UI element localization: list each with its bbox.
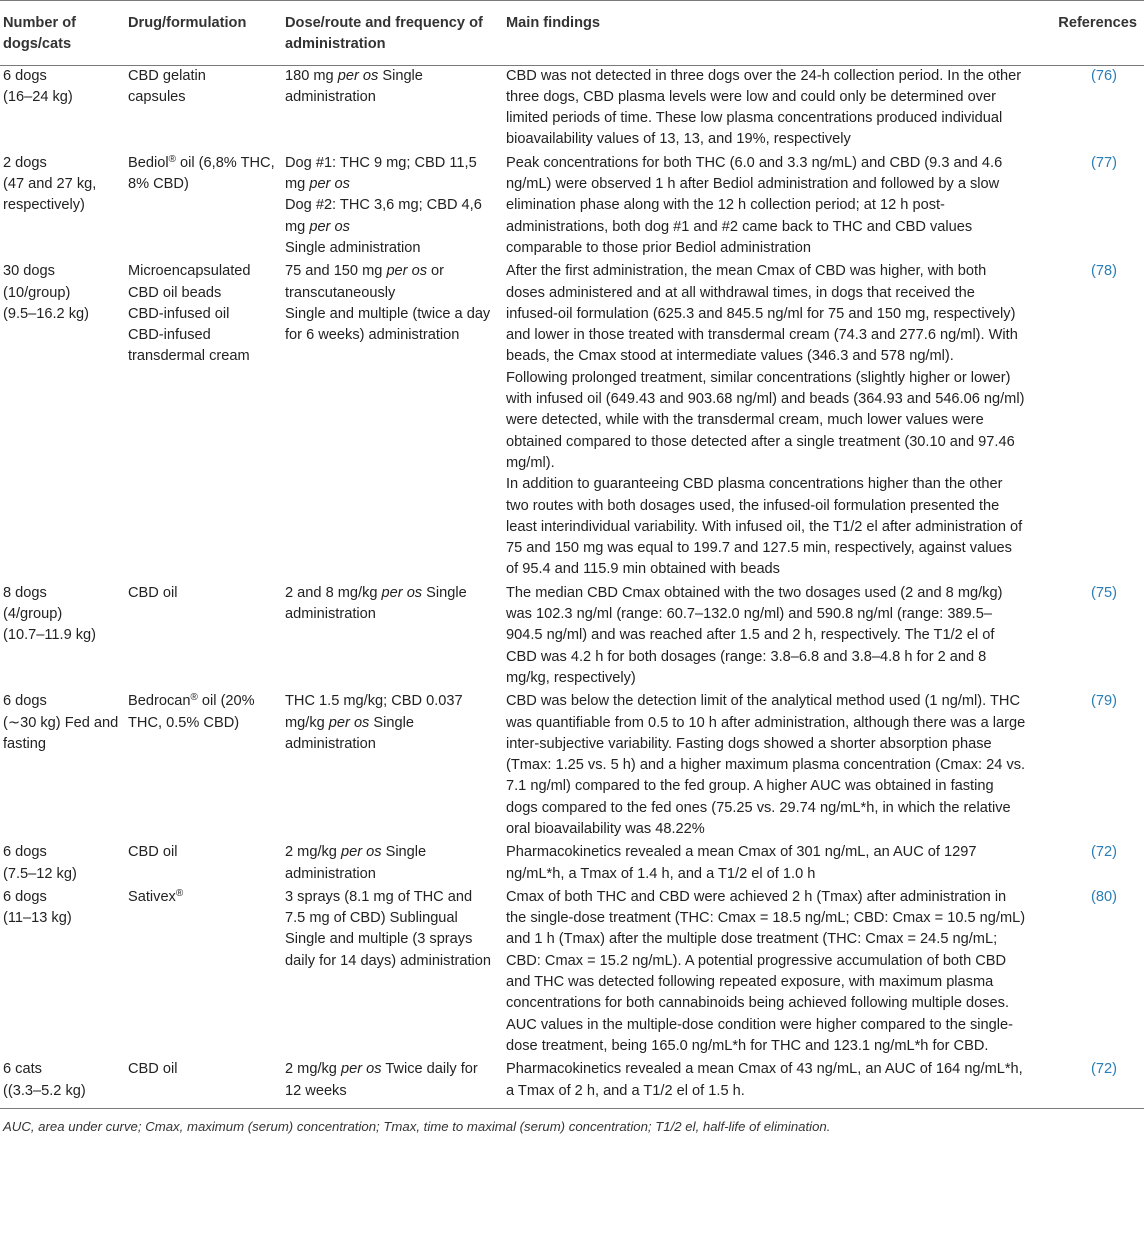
drug-line: CBD oil: [128, 844, 178, 861]
dose-text: Twice daily for 12 weeks: [285, 1061, 478, 1099]
findings-text: CBD was not detected in three dogs over the 24-h collection period. In the other three dogs, CBD plasma levels were low and could only be determined over limited periods of time. These low plasma concentrations produced individual bioavailability values of 13, 13, and 19%, respectively: [506, 67, 1022, 148]
header-main-findings: Main findings: [503, 1, 1033, 66]
dose-text: 3 sprays (8.1 mg of THC and 7.5 mg of CBD) Sublingual: [285, 888, 473, 927]
findings-text: Pharmacokinetics revealed a mean Cmax of 301 ng/mL, an AUC of 1297 ng/mL*h, a Tmax of 1.4 h, and a T1/2 el of 1.0 h: [506, 844, 977, 882]
dose-text: Single administration: [285, 844, 427, 882]
reference-link[interactable]: (72): [1091, 844, 1117, 861]
subjects-line: (10.7–11.9 kg): [3, 627, 97, 644]
findings-paragraph: In addition to guaranteeing CBD plasma concentrations higher than the other two routes with both dosages used, the infused-oil formulation presented the least interindividual variability. With infused oil, the T1/2 el after administration of 75 and 150 mg was equal to 199.7 and 127.5 min, respectively, against values of 95.4 and 115.9 min obtained with beads: [506, 476, 1023, 578]
drug-line: CBD-infused transdermal cream: [128, 327, 250, 365]
registered-mark: ®: [190, 692, 198, 704]
reference-link[interactable]: (72): [1091, 1061, 1117, 1078]
dose-text: 2 mg/kg: [285, 1061, 341, 1078]
drug-details: oil (20% THC, 0.5% CBD): [128, 693, 255, 731]
subjects-line: ((3.3–5.2 kg): [3, 1082, 86, 1099]
table-row: [0, 153, 1144, 261]
header-references: References: [1033, 1, 1144, 66]
subjects-line: (9.5–16.2 kg): [3, 305, 89, 322]
findings-cell: [503, 691, 1033, 842]
dose-text: Single and multiple (twice a day for 6 weeks) administration: [285, 305, 491, 344]
findings-text: Peak concentrations for both THC (6.0 and 3.3 ng/mL) and CBD (9.3 and 4.6 ng/mL) were observed 1 h after Bediol administration and followed by a slow elimination phase along with the 12 h collection period; at 12 h post-administrations, both dog #1 and #2 came back to THC and CBD values comparable to those prior Bediol administration: [506, 154, 1003, 256]
reference-cell: [1033, 261, 1144, 582]
reference-link[interactable]: (79): [1091, 693, 1117, 710]
dose-text: Single administration: [285, 714, 414, 752]
route-per-os: per os: [381, 584, 423, 601]
registered-mark: ®: [168, 153, 176, 165]
reference-link[interactable]: (78): [1091, 263, 1117, 280]
reference-link[interactable]: (77): [1091, 154, 1117, 171]
subjects-line: (7.5–12 kg): [3, 865, 77, 882]
route-per-os: per os: [337, 67, 379, 84]
drug-name: Bedrocan: [128, 693, 191, 710]
findings-cell: [503, 65, 1033, 153]
findings-text: The median CBD Cmax obtained with the two dosages used (2 and 8 mg/kg) was 102.3 ng/ml (range: 60.7–132.0 ng/ml) and 590.8 ng/ml (range: 389.5–904.5 ng/ml) and was reached after 1.5 and 2 h, respectively. The T1/2 el of CBD was 4.2 h for both dosages (range: 3.8–6.8 and 3.8–4.8 h for 2 and 8 mg/kg, respectively): [506, 584, 1003, 686]
dose-text: Dog #1: THC 9 mg; CBD 11,5 mg: [285, 154, 477, 193]
findings-cell: [503, 261, 1033, 582]
dose-text: THC 1.5 mg/kg; CBD 0.037 mg/kg: [285, 693, 463, 731]
table-row: [0, 887, 1144, 1059]
drug-cell: [125, 887, 282, 1059]
drug-line: CBD oil: [128, 1061, 178, 1078]
subjects-line: 2 dogs: [3, 154, 47, 171]
dose-cell: [282, 1059, 503, 1108]
drug-line: capsules: [128, 88, 186, 105]
subjects-line: (16–24 kg): [3, 88, 73, 105]
subjects-line: 6 dogs: [3, 888, 47, 905]
drug-line: CBD gelatin: [128, 67, 206, 84]
drug-line: CBD-infused oil: [128, 305, 230, 322]
subjects-line: 6 cats: [3, 1061, 42, 1078]
findings-cell: [503, 153, 1033, 261]
route-per-os: per os: [340, 844, 382, 861]
dose-text: 180 mg: [285, 67, 338, 84]
route-per-os: per os: [309, 218, 350, 235]
drug-cell: [125, 65, 282, 153]
header-drug-formulation: Drug/formulation: [125, 1, 282, 66]
reference-cell: [1033, 691, 1144, 842]
table-row: [0, 583, 1144, 691]
route-per-os: per os: [386, 263, 427, 280]
reference-cell: [1033, 887, 1144, 1059]
findings-cell: [503, 887, 1033, 1059]
drug-details: oil (6,8% THC, 8% CBD): [128, 154, 275, 193]
subjects-line: (10/group): [3, 284, 71, 301]
subjects-cell: [0, 842, 125, 887]
dose-cell: [282, 261, 503, 582]
drug-cell: [125, 583, 282, 691]
reference-link[interactable]: (80): [1091, 888, 1117, 905]
reference-cell: [1033, 583, 1144, 691]
findings-cell: [503, 842, 1033, 887]
subjects-line: (4/group): [3, 606, 63, 623]
drug-cell: [125, 842, 282, 887]
subjects-line: (∼30 kg) Fed and fasting: [3, 714, 119, 752]
subjects-line: 30 dogs: [3, 263, 55, 280]
subjects-cell: [0, 583, 125, 691]
subjects-line: (47 and 27 kg, respectively): [3, 176, 97, 214]
dose-cell: [282, 691, 503, 842]
dose-cell: [282, 887, 503, 1059]
drug-line: CBD oil: [128, 584, 178, 601]
subjects-cell: [0, 153, 125, 261]
dose-text: Single and multiple (3 sprays daily for 14 days) administration: [285, 931, 492, 969]
reference-link[interactable]: (76): [1091, 67, 1117, 84]
route-per-os: per os: [328, 714, 370, 731]
table-row: [0, 1059, 1144, 1108]
reference-cell: [1033, 65, 1144, 153]
reference-cell: [1033, 1059, 1144, 1108]
route-per-os: per os: [340, 1061, 382, 1078]
dose-cell: [282, 153, 503, 261]
drug-cell: [125, 153, 282, 261]
findings-paragraph: Following prolonged treatment, similar concentrations (slightly higher or lower) with infused oil (649.43 and 903.68 ng/ml) and beads (364.93 and 546.06 ng/ml) were detected, while with the transdermal cream, much lower values were obtained compared to those detected after a single treatment (30.10 and 97.46 mg/ml).: [506, 369, 1025, 471]
subjects-line: 6 dogs: [3, 693, 47, 710]
findings-text: Cmax of both THC and CBD were achieved 2 h (Tmax) after administration in the single-dose treatment (THC: Cmax = 18.5 ng/mL; CBD: Cmax = 10.5 ng/mL) and 1 h (Tmax) after the multiple dose treatment (THC: Cmax = 24.5 ng/mL; CBD: Cmax = 15.2 ng/mL). A potential progressive accumulation of both CBD and THC was detected following repeated exposure, with maximum plasma concentrations for both cannabinoids being achieved following multiple doses. AUC values in the multiple-dose condition were higher compared to the single-dose treatment, being 165.0 ng/mL*h for THC and 123.1 ng/mL*h for CBD.: [506, 888, 1026, 1054]
dose-text: Single administration: [285, 239, 421, 256]
subjects-line: 8 dogs: [3, 584, 47, 601]
dose-text: Single administration: [285, 67, 423, 105]
subjects-line: (11–13 kg): [3, 910, 72, 927]
dose-text: Dog #2: THC 3,6 mg; CBD 4,6 mg: [285, 197, 482, 235]
table-row: [0, 842, 1144, 887]
dose-cell: [282, 583, 503, 691]
subjects-cell: [0, 691, 125, 842]
drug-name: Bediol: [128, 154, 169, 171]
reference-cell: [1033, 842, 1144, 887]
subjects-line: 6 dogs: [3, 844, 47, 861]
drug-cell: [125, 1059, 282, 1108]
findings-text: CBD was below the detection limit of the analytical method used (1 ng/ml). THC was quantifiable from 0.5 to 10 h after administration, although there was a large inter-subjective variability. Fasting dogs showed a shorter absorption phase (Tmax: 1.25 vs. 5 h) and a higher maximum plasma concentration (Cmax: 24 vs. 7.1 ng/ml) compared to the fed group. A higher AUC was obtained in fasting dogs compared to the fed ones (75.25 vs. 29.74 ng/mL*h, in which the relative oral bioavailability was 48.22%: [506, 693, 1026, 837]
route-per-os: per os: [309, 176, 350, 193]
table-header-row: [0, 1, 1144, 66]
drug-name: Sativex: [128, 888, 176, 905]
registered-mark: ®: [175, 887, 184, 899]
drug-cell: [125, 691, 282, 842]
dose-text: 2 mg/kg: [285, 844, 341, 861]
findings-cell: [503, 583, 1033, 691]
dose-text: 2 and 8 mg/kg: [285, 584, 382, 601]
dose-text: 75 and 150 mg: [285, 263, 387, 280]
findings-paragraph: After the first administration, the mean Cmax of CBD was higher, with both doses administered and at all withdrawal times, in dogs that received the infused-oil formulation (625.3 and 845.5 ng/ml for 75 and 150 mg, respectively) and lower in those treated with transdermal cream (74.3 and 277.6 ng/ml). With beads, the Cmax stood at intermediate values (346.3 and 578 ng/ml).: [506, 263, 1018, 365]
findings-cell: [503, 1059, 1033, 1108]
table-footnote: AUC, area under curve; Cmax, maximum (serum) concentration; Tmax, time to maximal (serum) concentration; T1/2 el, half-life of elimination.: [3, 1118, 831, 1134]
table-row: [0, 691, 1144, 842]
subjects-line: 6 dogs: [3, 67, 47, 84]
reference-cell: [1033, 153, 1144, 261]
header-dose-route: Dose/route and frequency of administration: [282, 1, 503, 66]
dose-text: or transcutaneously: [285, 263, 445, 301]
subjects-cell: [0, 887, 125, 1059]
table-body: [0, 65, 1144, 1108]
subjects-cell: [0, 261, 125, 582]
subjects-cell: [0, 65, 125, 153]
dose-cell: [282, 842, 503, 887]
dose-text: Single administration: [285, 584, 467, 623]
table-row: [0, 261, 1144, 582]
findings-text: Pharmacokinetics revealed a mean Cmax of 43 ng/mL, an AUC of 164 ng/mL*h, a Tmax of 2 h, and a T1/2 el of 1.5 h.: [506, 1061, 1023, 1099]
drug-line: Microencapsulated CBD oil beads: [128, 263, 251, 301]
reference-link[interactable]: (75): [1091, 584, 1117, 601]
drug-cell: [125, 261, 282, 582]
header-number-of-animals: Number of dogs/cats: [0, 1, 125, 66]
subjects-cell: [0, 1059, 125, 1108]
dose-cell: [282, 65, 503, 153]
table-row: [0, 65, 1144, 153]
